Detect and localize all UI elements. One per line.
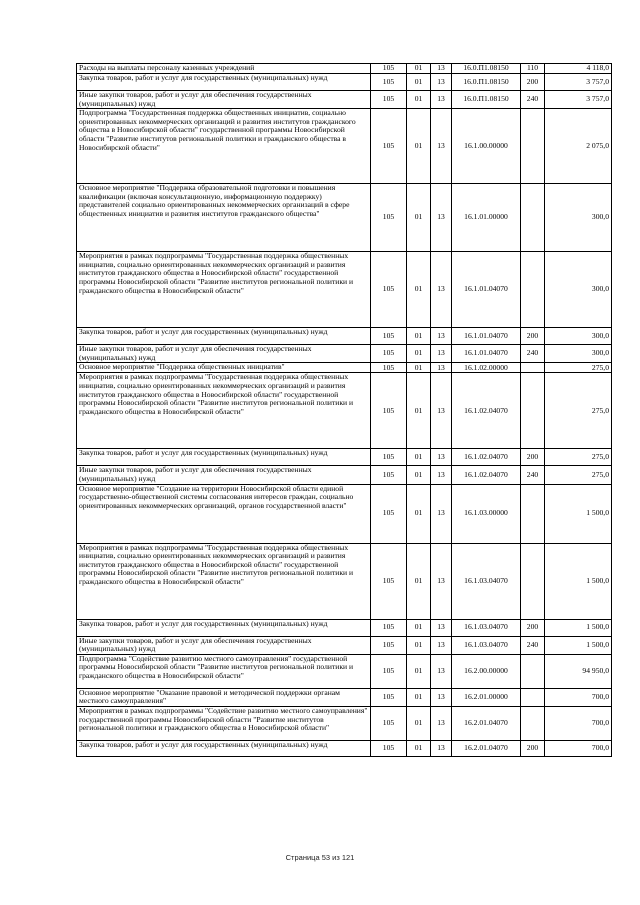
expense-type-code bbox=[521, 654, 545, 688]
expense-type-code: 240 bbox=[521, 91, 545, 109]
ved-code: 105 bbox=[371, 363, 407, 373]
table-row bbox=[77, 91, 612, 109]
ved-code: 105 bbox=[371, 373, 407, 449]
ved-code: 105 bbox=[371, 740, 407, 756]
section-code: 01 bbox=[407, 109, 431, 184]
section-code: 01 bbox=[407, 740, 431, 756]
ved-code: 105 bbox=[371, 654, 407, 688]
section-code: 01 bbox=[407, 328, 431, 345]
amount: 300,0 bbox=[545, 345, 612, 363]
section-code: 01 bbox=[407, 184, 431, 252]
ved-code: 105 bbox=[371, 345, 407, 363]
row-name: Мероприятия в рамках подпрограммы "Государственная поддержка общественных инициатив, социально ориентированных некоммерческих организаций и развития институтов гражданского общества в Новосибирской области" государственной программы Новосибирской области "Развитие институтов региональной политики и гражданского общества в Новосибирской области" bbox=[77, 373, 371, 449]
target-article-code: 16.1.02.04070 bbox=[452, 373, 521, 449]
section-code: 01 bbox=[407, 654, 431, 688]
ved-code: 105 bbox=[371, 64, 407, 74]
row-name: Иные закупки товаров, работ и услуг для обеспечения государственных (муниципальных) нужд bbox=[77, 466, 371, 484]
subsection-code: 13 bbox=[431, 619, 452, 636]
amount: 275,0 bbox=[545, 466, 612, 484]
amount: 1 500,0 bbox=[545, 619, 612, 636]
subsection-code: 13 bbox=[431, 91, 452, 109]
ved-code: 105 bbox=[371, 449, 407, 466]
target-article-code: 16.1.02.04070 bbox=[452, 449, 521, 466]
target-article-code: 16.1.03.04070 bbox=[452, 619, 521, 636]
row-name: Закупка товаров, работ и услуг для государственных (муниципальных) нужд bbox=[77, 328, 371, 345]
table-row bbox=[77, 373, 612, 449]
section-code: 01 bbox=[407, 345, 431, 363]
target-article-code: 16.2.01.00000 bbox=[452, 688, 521, 706]
table-row bbox=[77, 619, 612, 636]
ved-code: 105 bbox=[371, 184, 407, 252]
row-name: Подпрограмма "Государственная поддержка общественных инициатив, социально ориентированных некоммерческих организаций и развития институтов гражданского общества в Новосибирской области" государственной программы Новосибирской области "Развитие институтов региональной политики и гражданского общества в Новосибирской области" bbox=[77, 109, 371, 184]
amount: 94 950,0 bbox=[545, 654, 612, 688]
section-code: 01 bbox=[407, 636, 431, 654]
section-code: 01 bbox=[407, 484, 431, 543]
target-article-code: 16.2.00.00000 bbox=[452, 654, 521, 688]
row-name: Закупка товаров, работ и услуг для государственных (муниципальных) нужд bbox=[77, 449, 371, 466]
row-name: Закупка товаров, работ и услуг для государственных (муниципальных) нужд bbox=[77, 740, 371, 756]
amount: 3 757,0 bbox=[545, 74, 612, 91]
subsection-code: 13 bbox=[431, 636, 452, 654]
table-row bbox=[77, 484, 612, 543]
subsection-code: 13 bbox=[431, 740, 452, 756]
subsection-code: 13 bbox=[431, 484, 452, 543]
target-article-code: 16.0.П1.08150 bbox=[452, 74, 521, 91]
ved-code: 105 bbox=[371, 91, 407, 109]
ved-code: 105 bbox=[371, 328, 407, 345]
ved-code: 105 bbox=[371, 466, 407, 484]
subsection-code: 13 bbox=[431, 543, 452, 619]
row-name: Иные закупки товаров, работ и услуг для обеспечения государственных (муниципальных) нужд bbox=[77, 91, 371, 109]
page-number: Страница 53 из 121 bbox=[285, 853, 355, 862]
target-article-code: 16.1.03.04070 bbox=[452, 636, 521, 654]
budget-table bbox=[76, 63, 612, 757]
section-code: 01 bbox=[407, 91, 431, 109]
amount: 300,0 bbox=[545, 184, 612, 252]
subsection-code: 13 bbox=[431, 328, 452, 345]
amount: 275,0 bbox=[545, 449, 612, 466]
expense-type-code bbox=[521, 373, 545, 449]
table-body bbox=[77, 64, 612, 757]
expense-type-code: 200 bbox=[521, 328, 545, 345]
subsection-code: 13 bbox=[431, 109, 452, 184]
row-name: Закупка товаров, работ и услуг для государственных (муниципальных) нужд bbox=[77, 619, 371, 636]
table-row bbox=[77, 74, 612, 91]
target-article-code: 16.1.00.00000 bbox=[452, 109, 521, 184]
expense-type-code bbox=[521, 363, 545, 373]
amount: 1 500,0 bbox=[545, 636, 612, 654]
subsection-code: 13 bbox=[431, 363, 452, 373]
target-article-code: 16.1.03.00000 bbox=[452, 484, 521, 543]
target-article-code: 16.1.03.04070 bbox=[452, 543, 521, 619]
target-article-code: 16.2.01.04070 bbox=[452, 740, 521, 756]
section-code: 01 bbox=[407, 252, 431, 328]
target-article-code: 16.2.01.04070 bbox=[452, 706, 521, 740]
row-name: Мероприятия в рамках подпрограммы "Государственная поддержка общественных инициатив, социально ориентированных некоммерческих организаций и развития институтов гражданского общества в Новосибирской области" государственной программы Новосибирской области "Развитие институтов региональной политики и гражданского общества в Новосибирской области" bbox=[77, 252, 371, 328]
row-name: Основное мероприятие "Оказание правовой и методической поддержки органам местного самоуправления" bbox=[77, 688, 371, 706]
row-name: Основное мероприятие "Поддержка общественных инициатив" bbox=[77, 363, 371, 373]
ved-code: 105 bbox=[371, 252, 407, 328]
expense-type-code bbox=[521, 688, 545, 706]
subsection-code: 13 bbox=[431, 688, 452, 706]
row-name: Мероприятия в рамках подпрограммы "Содействие развитию местного самоуправления" государственной программы Новосибирской области "Развитие институтов региональной политики и гражданского общества в Новосибирской области" bbox=[77, 706, 371, 740]
target-article-code: 16.1.02.00000 bbox=[452, 363, 521, 373]
expense-type-code: 240 bbox=[521, 345, 545, 363]
expense-type-code: 200 bbox=[521, 74, 545, 91]
amount: 1 500,0 bbox=[545, 543, 612, 619]
ved-code: 105 bbox=[371, 74, 407, 91]
expense-type-code: 240 bbox=[521, 636, 545, 654]
amount: 300,0 bbox=[545, 252, 612, 328]
table-row bbox=[77, 449, 612, 466]
target-article-code: 16.0.П1.08150 bbox=[452, 64, 521, 74]
amount: 2 075,0 bbox=[545, 109, 612, 184]
expense-type-code: 110 bbox=[521, 64, 545, 74]
subsection-code: 13 bbox=[431, 654, 452, 688]
section-code: 01 bbox=[407, 64, 431, 74]
ved-code: 105 bbox=[371, 543, 407, 619]
amount: 4 118,0 bbox=[545, 64, 612, 74]
expense-type-code bbox=[521, 252, 545, 328]
ved-code: 105 bbox=[371, 619, 407, 636]
subsection-code: 13 bbox=[431, 449, 452, 466]
expense-type-code: 240 bbox=[521, 466, 545, 484]
row-name: Основное мероприятие "Создание на территории Новосибирской области единой государственно-общественной системы согласования интересов граждан, социально ориентированных некоммерческих организаций, органов государственной власти" bbox=[77, 484, 371, 543]
amount: 700,0 bbox=[545, 740, 612, 756]
row-name: Закупка товаров, работ и услуг для государственных (муниципальных) нужд bbox=[77, 74, 371, 91]
section-code: 01 bbox=[407, 543, 431, 619]
target-article-code: 16.1.01.04070 bbox=[452, 252, 521, 328]
table-row bbox=[77, 740, 612, 756]
subsection-code: 13 bbox=[431, 74, 452, 91]
table-row bbox=[77, 345, 612, 363]
table-row bbox=[77, 363, 612, 373]
table-row bbox=[77, 252, 612, 328]
table-row bbox=[77, 328, 612, 345]
table-row bbox=[77, 654, 612, 688]
ved-code: 105 bbox=[371, 109, 407, 184]
table-row bbox=[77, 184, 612, 252]
row-name: Основное мероприятие "Поддержка образовательной подготовки и повышения квалификации (включая консультационную, информационную поддержку) представителей социально ориентированных некоммерческих организаций в сфере общественных инициатив и развития институтов гражданского общества" bbox=[77, 184, 371, 252]
row-name: Иные закупки товаров, работ и услуг для обеспечения государственных (муниципальных) нужд bbox=[77, 636, 371, 654]
table-row bbox=[77, 706, 612, 740]
expense-type-code: 200 bbox=[521, 619, 545, 636]
table-row bbox=[77, 688, 612, 706]
table-row bbox=[77, 64, 612, 74]
subsection-code: 13 bbox=[431, 373, 452, 449]
expense-type-code bbox=[521, 706, 545, 740]
ved-code: 105 bbox=[371, 706, 407, 740]
ved-code: 105 bbox=[371, 636, 407, 654]
expense-type-code bbox=[521, 543, 545, 619]
section-code: 01 bbox=[407, 688, 431, 706]
amount: 700,0 bbox=[545, 706, 612, 740]
subsection-code: 13 bbox=[431, 252, 452, 328]
table-row bbox=[77, 109, 612, 184]
table-row bbox=[77, 636, 612, 654]
subsection-code: 13 bbox=[431, 345, 452, 363]
amount: 275,0 bbox=[545, 363, 612, 373]
target-article-code: 16.0.П1.08150 bbox=[452, 91, 521, 109]
row-name: Иные закупки товаров, работ и услуг для обеспечения государственных (муниципальных) нужд bbox=[77, 345, 371, 363]
subsection-code: 13 bbox=[431, 64, 452, 74]
section-code: 01 bbox=[407, 363, 431, 373]
row-name: Подпрограмма "Содействие развитию местного самоуправления" государственной программы Новосибирской области "Развитие институтов региональной политики и гражданского общества в Новосибирской области" bbox=[77, 654, 371, 688]
target-article-code: 16.1.01.04070 bbox=[452, 345, 521, 363]
section-code: 01 bbox=[407, 706, 431, 740]
amount: 275,0 bbox=[545, 373, 612, 449]
expense-type-code bbox=[521, 109, 545, 184]
expense-type-code bbox=[521, 484, 545, 543]
section-code: 01 bbox=[407, 619, 431, 636]
target-article-code: 16.1.01.00000 bbox=[452, 184, 521, 252]
section-code: 01 bbox=[407, 466, 431, 484]
row-name: Мероприятия в рамках подпрограммы "Государственная поддержка общественных инициатив, социально ориентированных некоммерческих организаций и развития институтов гражданского общества в Новосибирской области" государственной программы Новосибирской области "Развитие институтов региональной политики и гражданского общества в Новосибирской области" bbox=[77, 543, 371, 619]
row-name: Расходы на выплаты персоналу казенных учреждений bbox=[77, 64, 371, 74]
table-row bbox=[77, 466, 612, 484]
subsection-code: 13 bbox=[431, 184, 452, 252]
amount: 700,0 bbox=[545, 688, 612, 706]
section-code: 01 bbox=[407, 449, 431, 466]
ved-code: 105 bbox=[371, 688, 407, 706]
section-code: 01 bbox=[407, 373, 431, 449]
amount: 3 757,0 bbox=[545, 91, 612, 109]
expense-type-code bbox=[521, 184, 545, 252]
amount: 1 500,0 bbox=[545, 484, 612, 543]
subsection-code: 13 bbox=[431, 466, 452, 484]
section-code: 01 bbox=[407, 74, 431, 91]
subsection-code: 13 bbox=[431, 706, 452, 740]
table-row bbox=[77, 543, 612, 619]
expense-type-code: 200 bbox=[521, 449, 545, 466]
target-article-code: 16.1.01.04070 bbox=[452, 328, 521, 345]
expense-type-code: 200 bbox=[521, 740, 545, 756]
amount: 300,0 bbox=[545, 328, 612, 345]
ved-code: 105 bbox=[371, 484, 407, 543]
target-article-code: 16.1.02.04070 bbox=[452, 466, 521, 484]
